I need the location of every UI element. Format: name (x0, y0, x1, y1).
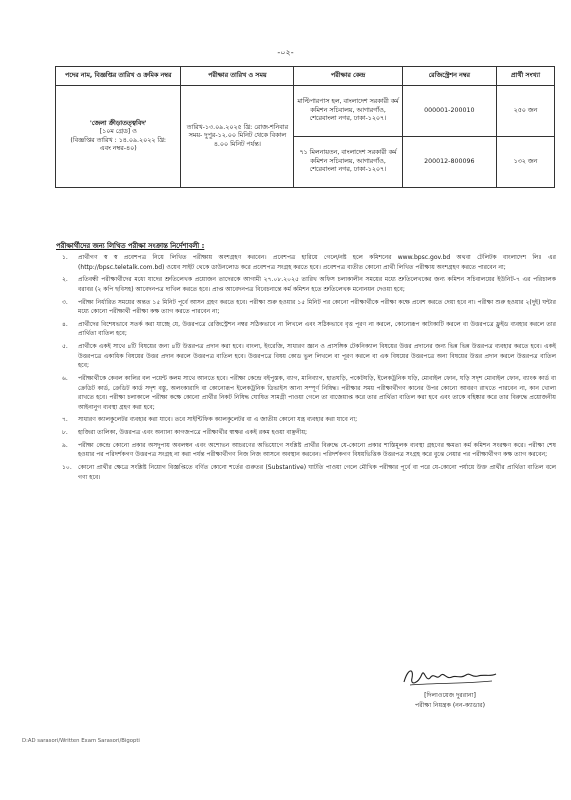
instruction-item (56, 298, 556, 317)
instruction-item (56, 253, 556, 272)
instruction-text: কোনো প্রার্থীর ক্ষেত্রে সংশ্লিষ্ট নিয়োগ বিজ্ঞপ্তিতে বর্ণিত কোনো শর্তের গুরুতর (Substantive) ঘাটতি পাওয়া গেলে মৌখিক পরীক্ষার পূর্বে বা পরে যে-কোনো পর্যায়ে উক্ত প্রার্থীর প্রার্থিতা বাতিল বলে গণ্য হবে। (78, 464, 556, 481)
table-header-row (56, 67, 555, 86)
instruction-number: ২. (62, 276, 68, 284)
instruction-number: ৬. (62, 374, 68, 382)
post-title: 'জেলা ক্রীড়াতত্ত্ববিদ' (89, 119, 147, 127)
header-center: পরীক্ষার কেন্দ্র (294, 67, 402, 86)
count-cell: ২৫০ জন (496, 86, 554, 137)
exam-schedule-table (55, 66, 555, 188)
instruction-number: ৮. (62, 429, 68, 437)
instruction-text: প্রতিবন্ধী পরীক্ষার্থীদের মধ্যে যাদের শ্রুতিলেখক প্রয়োজন তাদেরকে আগামী ২৭.০৮.২০২৫ তারিখ অফিস চলাকালীন সময়ের মধ্যে শ্রুতিলেখকের জন্য কমিশন সচিবালয়ের ইউনিট-৭ এর পরিচালক বরাবর (২ কপি ছবিসহ) আবেদনপত্র দাখিল করতে হবে। প্রাপ্ত আবেদনপত্র বিবেচনান্তে কর্ম কমিশন হতে শ্রুতিলেখক মনোনয়ন দেওয়া হবে; (78, 276, 556, 293)
instructions-list (56, 253, 556, 485)
instruction-item (56, 441, 556, 460)
instruction-number: ১০. (62, 464, 72, 472)
instruction-item (56, 415, 556, 425)
post-cell (56, 86, 181, 188)
instruction-number: ১. (62, 254, 68, 261)
signature-image (400, 666, 500, 688)
instruction-number: ৫. (62, 343, 68, 351)
instruction-number: ৯. (62, 441, 68, 449)
instruction-item (56, 374, 556, 412)
instructions-heading: পরীক্ষার্থীদের জন্য লিখিত পরীক্ষা সংক্রান্ত নির্দেশাবলী : (56, 242, 205, 250)
count-cell: ১৩২ জন (496, 137, 554, 188)
table-row (56, 86, 555, 137)
instruction-text: প্রার্থীগণ স্ব স্ব প্রবেশপত্র নিয়ে লিখিত পরীক্ষায় অংশগ্রহণ করবেন। প্রবেশপত্র হারিয়ে গেলে/নষ্ট হলে কমিশনের www.bpsc.gov.bd অথবা টেলিটক বাংলাদেশ লিঃ এর (http://bpsc.teletalk.com.bd) ওয়েব সাইট থেকে ডাউনলোড করে প্রবেশপত্র সংগ্রহ করতে হবে। প্রবেশপত্র ব্যতীত কোনো প্রার্থী লিখিত পরীক্ষায় অংশগ্রহণ করতে পারবেন না; (78, 254, 556, 271)
page-number: -০২- (277, 48, 294, 57)
footer-file-path: D:AD sarasori/Written Exam Sarasori/Bigopti (22, 738, 140, 744)
signatory-name: [দিলাওয়েজ দুররানা] (424, 692, 476, 699)
instruction-text: পরীক্ষার্থীকে কেবল কালির বল পয়েন্ট কলম সাথে আনতে হবে। পরীক্ষা কেন্দ্রে বইপুস্তক, ব্যাগ, মানিব্যাগ, হাতঘড়ি, পকেটঘড়ি, ইলেকট্রনিক ঘড়ি, মোবাইল ফোন, ঘড়ি সদৃশ মোবাইল ফোন, ব্যাংক কার্ড বা ক্রেডিট কার্ড, ক্রেডিট কার্ড সদৃশ বস্তু, অলংকারাদি বা কোনোরূপ ইলেকট্রনিক ডিভাইস আনা সম্পূর্ণ নিষিদ্ধ। পরীক্ষার সময় পরীক্ষার্থীগণ কানের উপর কোনো আবরণ রাখতে পারবেন না, কান খোলা রাখতে হবে। পরীক্ষা চলাকালে পরীক্ষা কক্ষে কোনো প্রার্থীর নিকট নিষিদ্ধ ঘোষিত সামগ্রী পাওয়া গেলে তা বাজেয়াপ্ত করে তার প্রার্থিতা বাতিল করা হবে এবং তাকে বহিষ্কার করে তার বিরুদ্ধে প্রয়োজনীয় আইনানুগ ব্যবস্থা গ্রহণ করা হবে; (78, 374, 556, 411)
post-grade: [১০ম গ্রেড] ও (99, 128, 137, 135)
instruction-text: পরীক্ষা নির্ধারিত সময়ের অন্তত ১৫ মিনিট পূর্বে আসন গ্রহণ করতে হবে। পরীক্ষা শুরু হওয়ার ১৫ মিনিট পর কোনো পরীক্ষার্থীকে পরীক্ষা কক্ষে প্রবেশ করতে দেয়া হবে না। পরীক্ষা শুরু হওয়ার ২(দুই) ঘন্টার মধ্যে কোনো পরীক্ষার্থী পরীক্ষা কক্ষ ত্যাগ করতে পারবেন না; (78, 298, 556, 316)
post-ad-line1: (বিজ্ঞপ্তির তারিখ : ১৪.০৯.২০২২ খ্রি: (70, 136, 167, 144)
instruction-text: সাধারণ ক্যালকুলেটর ব্যবহার করা যাবে। তবে সাইন্টিফিক ক্যালকুলেটর বা এ জাতীয় কোনো যন্ত্র ব্যবহার করা যাবে না; (78, 416, 358, 424)
header-registration: রেজিস্ট্রেশন নম্বর (402, 67, 496, 86)
registration-cell: 200012-800096 (402, 137, 496, 188)
registration-cell: 000001-200010 (402, 86, 496, 137)
signatory-designation: পরীক্ষা নিয়ন্ত্রক (নন-ক্যাডার) (415, 702, 485, 709)
instruction-text: প্রার্থীকে একই সাথে ৪টি বিষয়ের জন্য ৪টি উত্তরপত্র প্রদান করা হবে। বাংলা, ইংরেজি, সাধারণ জ্ঞান ও প্রাসঙ্গিক টেকনিক্যাল বিষয়ের উত্তর প্রদানের জন্য ভিন্ন ভিন্ন উত্তরপত্র ব্যবহার করতে হবে। একই উত্তরপত্রে একাধিক বিষয়ের উত্তর প্রদান করলে উত্তরপত্র বাতিল হবে। উত্তরপত্রে বিষয় কোড ভুল লিখলে বা পূরণ করলে বা এক বিষয়ের উত্তরপত্রে অন্য বিষয়ের উত্তর প্রদান করলে উত্তরপত্র বাতিল হবে; (78, 343, 556, 370)
instruction-number: ৭. (62, 416, 68, 424)
header-candidate-count: প্রার্থী সংখ্যা (496, 67, 554, 86)
instruction-item (56, 463, 556, 482)
instruction-item (56, 342, 556, 371)
instruction-text: হাজিরা তালিকা, উত্তরপত্র এবং অন্যান্য কাগজপত্রে পরীক্ষার্থীর স্বাক্ষর একই রকম হওয়া বাঞ্ছনীয়; (78, 429, 308, 437)
instruction-number: ৩. (62, 298, 68, 306)
instruction-item (56, 428, 556, 438)
instruction-number: ৪. (62, 320, 68, 328)
instruction-item (56, 275, 556, 294)
instruction-text: পরীক্ষা কেন্দ্রে কোনো প্রকার অসদুপায় অবলম্বন এবং অশোভন আচরণের অভিযোগে সংশ্লিষ্ট প্রার্থীর বিরুদ্ধে যে-কোনো প্রকার শাস্তিমূলক ব্যবস্থা গ্রহণের ক্ষমতা কর্ম কমিশন সংরক্ষণ করে। পরীক্ষা শেষ হওয়ার পর পরিদর্শকগণ উত্তরপত্র সংগ্রহ না করা পর্যন্ত পরীক্ষার্থীগণ নিজ নিজ আসনে অবস্থান করবেন। পরিদর্শকগণ বিষয়ভিত্তিক উত্তরপত্র সংগ্রহ করে বুঝে নেয়ার পর পরীক্ষার্থীগণ কক্ষ ত্যাগ করবেন; (78, 441, 556, 459)
center-cell: মাল্টিপারপাস হল, বাংলাদেশ সরকারী কর্ম কমিশন সচিবালয়, আগারগাঁও, শেরেবাংলা নগর, ঢাকা-১২০৭। (294, 86, 402, 137)
header-exam-time: পরীক্ষার তারিখ ও সময় (181, 67, 294, 86)
center-cell: ৭১ মিলনায়তন, বাংলাদেশ সরকারী কর্ম কমিশন সচিবালয়, আগারগাঁও, শেরেবাংলা নগর, ঢাকা-১২০৭। (294, 137, 402, 188)
instruction-item (56, 320, 556, 339)
instruction-text: প্রার্থীদের বিশেষভাবে সতর্ক করা যাচ্ছে যে, উত্তরপত্রে রেজিস্ট্রেশন নম্বর সঠিকভাবে না লিখলে এবং সঠিকভাবে বৃত্ত পূরণ না করলে, কোনোরূপ কাটাকাটি করলে বা উত্তরপত্রে ফ্লুইড ব্যবহার করলে তার প্রার্থিতা বাতিল হবে; (78, 320, 556, 338)
exam-time-cell: তারিখ-১৩.০৯.২০২৫ খ্রি: রোজ-শনিবার সময়- দুপুর-১২.০০ মিনিট থেকে বিকাল ৪.০০ মিনিট পর্যন্ত। (181, 86, 294, 188)
post-ad-line2: এবং নম্বর-৪০) (99, 145, 137, 152)
header-post: পদের নাম, বিজ্ঞপ্তির তারিখ ও ক্রমিক নম্বর (56, 67, 181, 86)
